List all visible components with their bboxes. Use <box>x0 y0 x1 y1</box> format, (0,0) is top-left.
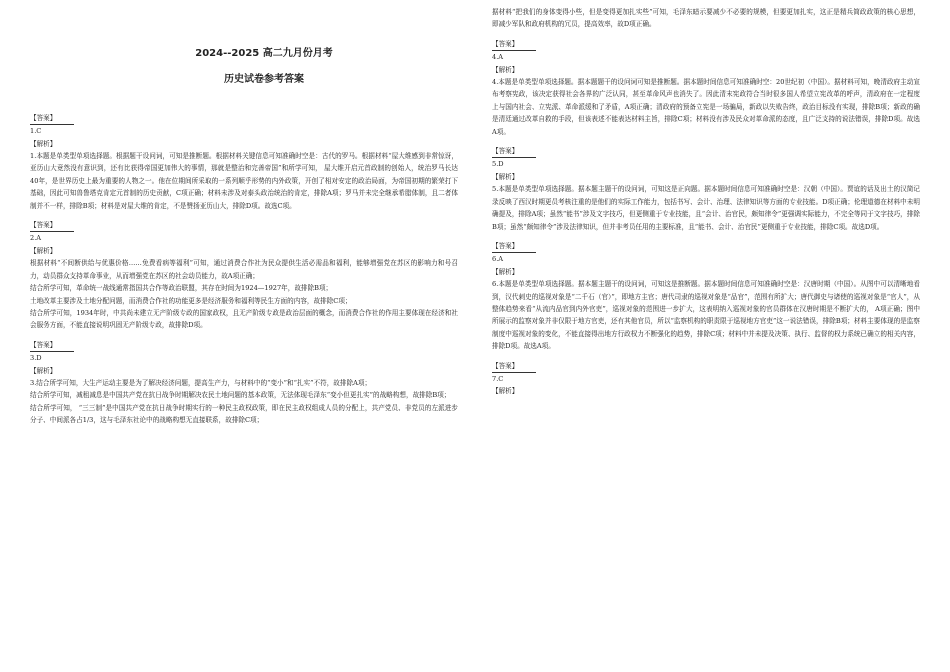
analysis-label: 【解析】 <box>30 366 57 375</box>
analysis-label: 【解析】 <box>492 65 519 74</box>
right-column <box>492 0 920 398</box>
question-block-5 <box>492 138 920 233</box>
answer-label: 【答案】 <box>492 38 536 51</box>
question-block-7 <box>492 353 920 398</box>
analysis-paragraph: 4.本题是单类型单项选择题。据本题题干的设问词可知是推断题。据本题时间信息可知准确时空：20世纪初（中国）。据材料可知，晚清政府主动宣布考察宪政，该决定获得社会各界的广泛认同，甚至革命风声也消失了。因此清末宪政符合当时很多国人希望立宪改革的呼声，清政府在一定程度上与国内社会、立宪派、革命派缓和了矛盾，A项正确；清政府的预备立宪是一场骗局，新政以失败告终，政治目标没有实现，排除B项；新政的确是清廷通过改革自救的手段，但该表述不能表达材料主旨，排除C项；材料没有涉及民众对革命派的态度，且广泛支持的说法错误，排除D项。故选A项。 <box>492 78 920 136</box>
analysis-paragraph: 根据材料“不间断供给与优惠价格……免费看病等福利”可知，通过消费合作社为民众提供生活必需品和福利，能够增强党在苏区的影响力和号召力，动员群众支持革命事业，从而增强党在苏区的社会动员能力，故A项正确； <box>30 259 458 280</box>
question-block-4 <box>492 31 920 138</box>
analysis-paragraph: 6.本题是单类型单项选择题。据本题主题干的设问词，可知这是推断题。据本题时间信息可知准确时空是：汉唐时期（中国）。从图中可以清晰地看到，汉代刺史的巡视对象是“二千石（官）”，即地方主官；唐代司隶的巡视对象是“品官”，范围有所扩大；唐代御史与诸使的巡视对象是“官人”，从整体趋势来看“从流内品官到内外官吏”，巡视对象的范围进一步扩大，这表明纳入巡视对象的官员群体在汉唐时期是不断扩大的， A项正确；图中所展示的监察对象并非仅限于地方官吏，还有其他官员，所以“监察机构的职责限于巡视地方官吏”这一说法错误，排除B项；材料主要体现的是监察制度中巡视对象的变化，不能直接得出地方行政权力不断强化的趋势，排除C项；材料中并未提及决策、执行、监督的权力系统已确立的相关内容，排除D项。故选A项。 <box>492 280 920 351</box>
question-block-2 <box>30 212 458 332</box>
analysis-paragraph: 结合所学可知，革命统一战线通常指国共合作等政治联盟，其存在时间为1924—1927年，故排除B项； <box>30 284 333 293</box>
analysis-paragraph: 结合所学可知， “三三制”是中国共产党在抗日战争时期实行的一种民主政权政策，即在民主政权组成人员的分配上，共产党员、非党员的左派进步分子、中间派各占1/3，这与毛泽东社论中的战略构想无直接联系，故排除C项； <box>30 403 458 425</box>
answer-label: 【答案】 <box>30 219 74 232</box>
answer-value: 3.D <box>30 354 42 363</box>
answer-value: 7.C <box>492 374 504 383</box>
answer-label: 【答案】 <box>30 339 74 352</box>
answer-value: 4.A <box>492 53 504 62</box>
answer-value: 1.C <box>30 127 42 136</box>
question-block-1 <box>30 105 458 212</box>
analysis-label: 【解析】 <box>30 246 57 255</box>
question-block-6 <box>492 233 920 353</box>
analysis-paragraph: 结合所学可知，减租减息是中国共产党在抗日战争时期解决农民土地问题的基本政策，无法体现毛泽东“变小但更扎实”的战略构想，故排除B项； <box>30 391 451 400</box>
answer-label: 【答案】 <box>492 360 536 373</box>
analysis-label: 【解析】 <box>492 387 519 396</box>
analysis-paragraph: 结合所学可知，1934年时，中共尚未建立无产阶级专政的国家政权，且无产阶级专政是政治层面的概念，而消费合作社的作用主要体现在经济和社会服务方面，不能直接说明巩固无产阶级专政，故排除D项。 <box>30 308 458 330</box>
answer-value: 2.A <box>30 234 42 243</box>
document-title: 2024--2025 高二九月份月考 <box>195 48 333 59</box>
document-subtitle: 历史试卷参考答案 <box>224 74 304 86</box>
analysis-paragraph: 5.本题是单类型单项选择题。据本题主题干的设问词，可知这是正向题。据本题时间信息可知准确时空是：汉朝（中国）。贾谊的话及出土的汉简记录反映了西汉时期更员考核注重的是他们的实际工作能力，包括书写、会计、治理、法律知识等方面的专业技能。D项正确；伦理道德在材料中未明确提及，排除A项；虽然“能书”涉及文字技巧，但更侧重于专业技能，且“会计、治官民，颇知律令”更强调实际能力，不完全等同于文字技巧，排除B项；虽然“颇知律令”涉及法律知识，但并非考员任用的主要标准，且“能书、会计、治官民”更侧重于专业技能，排除C项。故选D项。 <box>492 185 920 231</box>
answer-value: 6.A <box>492 255 504 264</box>
analysis-paragraph: 1.本题是单类型单项选择题。根据题干设问词，可知是推断题。根据材料关键信息可知准确时空是：古代的罗马。根据材料“屋大维感到非常惊讶，亚历山大竟然没有意识到，还有比获得帝国更加伟大的事情，那就是整治和完善帝国”和所学可知， 屋大维开启元首政制的创始人，统治罗马长达40年，是世界历史上最为重要的人物之一。他在位期间所采取的一系列顺乎形势的内外政策，开创了相对安定的政治局面，为帝国初期的繁荣打下基础，因此可知兽鲁塔克肯定元首制的历史贡献，C项正确；材料未涉及对泰头政治统治的肯定，排除A项；罗马并未完全继承希腊体制，且二者体制并不一样，排除B项；材料是对屋大维的肯定，不是赞扬亚历山大，排除D项。故选C项。 <box>30 152 458 210</box>
answer-value: 5.D <box>492 160 504 169</box>
analysis-paragraph: 3.结合所学可知，大生产运动主要是为了解决经济问题，提高生产力，与材料中的“变小”和“扎实”不符，故排除A项； <box>30 378 372 387</box>
question-block-3 <box>30 332 458 427</box>
answer-label: 【答案】 <box>492 240 536 253</box>
analysis-label: 【解析】 <box>492 267 519 276</box>
answer-label: 【答案】 <box>492 145 536 158</box>
analysis-label: 【解析】 <box>30 139 57 148</box>
left-column <box>30 0 458 427</box>
question-block-3-continued <box>492 0 920 31</box>
analysis-paragraph: 土地改革主要涉及土地分配问题，而消费合作社的功能更多是经济服务和福利等民生方面的内容，故排除C项； <box>30 296 352 305</box>
analysis-label: 【解析】 <box>492 172 519 181</box>
analysis-paragraph: 据材料“把我们的身体变得小些，但是变得更加扎实些”可知，毛泽东暗示要减少不必要的规模，但要更加扎实，这正是精兵简政政策的核心思想，即减少军队和政府机构的冗员，提高效率，故D项正确。 <box>492 8 920 29</box>
answer-label: 【答案】 <box>30 112 74 125</box>
